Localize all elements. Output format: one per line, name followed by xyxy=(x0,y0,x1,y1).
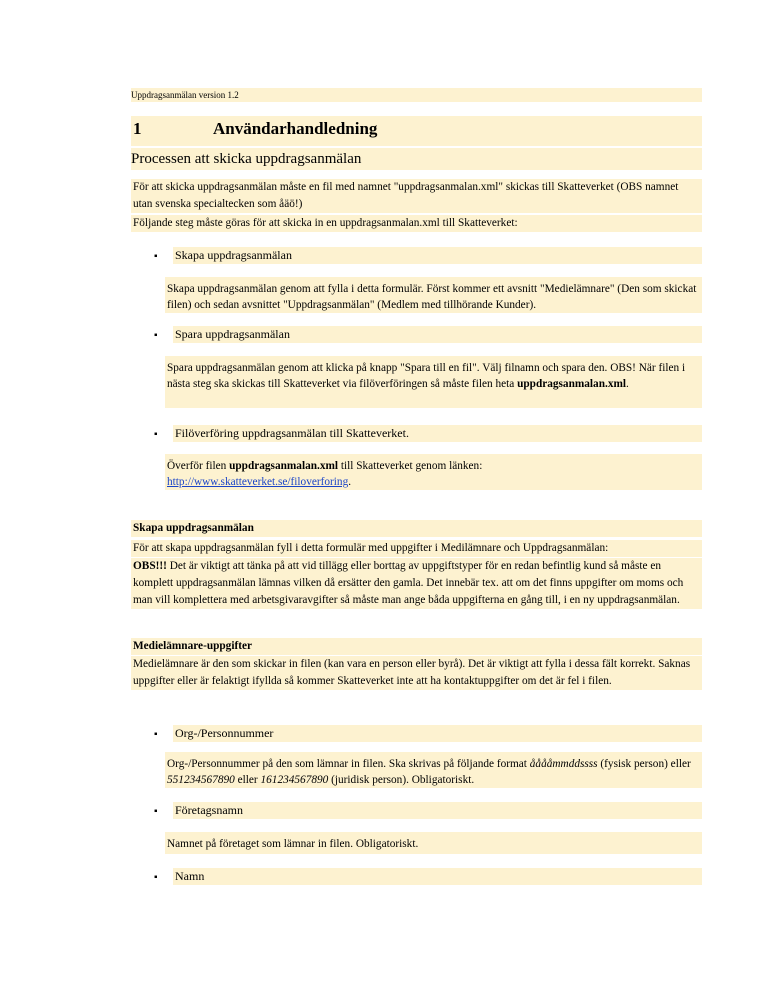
field-title: Företagsnamn xyxy=(173,802,702,819)
intro-steps-paragraph: Följande steg måste göras för att skicka in en uppdragsanmalan.xml till Skatteverket: xyxy=(131,215,702,232)
step-text-end: . xyxy=(348,476,352,488)
obs-paragraph xyxy=(131,558,702,609)
format-example: ååååmmddssss xyxy=(529,758,598,770)
bullet-icon: ▪ xyxy=(154,429,158,440)
medie-heading: Medielämnare-uppgifter xyxy=(131,638,702,655)
step-description xyxy=(165,454,702,490)
bullet-icon: ▪ xyxy=(154,729,158,740)
medie-paragraph: Medielämnare är den som skickar in filen (kan vara en person eller byrå). Det är viktigt att fylla i dessa fält korrekt. Saknas uppgifter eller är felaktigt ifyllda så kommer Skatteverket inte att ha kontaktuppgifter om det är fel i filen. xyxy=(131,656,702,690)
field-text: Org-/Personnummer på den som lämnar in filen. Ska skrivas på följande format xyxy=(167,758,530,770)
bullet-icon: ▪ xyxy=(154,806,158,817)
step-text: Överför filen xyxy=(167,460,230,472)
bullet-icon: ▪ xyxy=(154,872,158,883)
step-text-mid: till Skatteverket genom länken: xyxy=(338,460,483,472)
field-text: (fysisk person) eller xyxy=(597,758,691,770)
step-title: Skapa uppdragsanmälan xyxy=(173,247,702,264)
section-subtitle: Processen att skicka uppdragsanmälan xyxy=(131,148,702,170)
section-paragraph: För att skapa uppdragsanmälan fyll i detta formulär med uppgifter i Medilämnare och Uppdragsanmälan: xyxy=(131,540,702,557)
filoverforing-link[interactable]: http://www.skatteverket.se/filoverforing xyxy=(167,476,349,488)
obs-label: OBS!!! xyxy=(133,560,167,572)
version-header: Uppdragsanmälan version 1.2 xyxy=(131,88,702,102)
step-description: Skapa uppdragsanmälan genom att fylla i detta formulär. Först kommer ett avsnitt "Medielämnare" (Den som skickat filen) och sedan avsnittet "Uppdragsanmälan" (Medlem med tillhörande Kunder). xyxy=(165,277,702,313)
field-text: (juridisk person). Obligatoriskt. xyxy=(328,774,475,786)
bullet-icon: ▪ xyxy=(154,251,158,262)
field-title: Org-/Personnummer xyxy=(173,725,702,742)
filename-bold: uppdragsanmalan.xml xyxy=(517,378,627,390)
chapter-title: Användarhandledning xyxy=(213,119,378,138)
field-title: Namn xyxy=(173,868,702,885)
chapter-number: 1 xyxy=(133,119,142,138)
format-example: 161234567890 xyxy=(260,774,329,786)
format-example: 551234567890 xyxy=(167,774,235,786)
bullet-icon: ▪ xyxy=(154,330,158,341)
step-text-end: . xyxy=(626,378,629,390)
step-title: Spara uppdragsanmälan xyxy=(173,326,702,343)
field-description xyxy=(165,752,702,788)
obs-text: Det är viktigt att tänka på att vid tillägg eller borttag av uppgiftstyper för en redan befintlig kund så måste en komplett uppdragsanmälan lämnas vilken då ersätter den gamla. Det innebär tex. att om det finns uppgifter om moms och man vill komplettera med arbetsgivaravgifter så måste man ange båda uppgifterna en gång till, i en ny uppdragsanmälan. xyxy=(133,560,684,606)
step-description xyxy=(165,356,702,408)
field-text: eller xyxy=(234,774,261,786)
filename-bold: uppdragsanmalan.xml xyxy=(229,460,339,472)
step-title: Filöverföring uppdragsanmälan till Skatteverket. xyxy=(173,425,702,442)
step-text: Spara uppdragsanmälan genom att klicka på knapp "Spara till en fil". Välj filnamn och spara den. OBS! När filen i nästa steg ska skickas till Skatteverket via filöverföringen så måste filen heta xyxy=(167,362,686,390)
section-heading: Skapa uppdragsanmälan xyxy=(131,520,702,537)
page-title xyxy=(131,116,702,146)
intro-paragraph: För att skicka uppdragsanmälan måste en fil med namnet "uppdragsanmalan.xml" skickas till Skatteverket (OBS namnet utan svenska specialtecken som åäö!) xyxy=(131,179,702,213)
field-description: Namnet på företaget som lämnar in filen. Obligatoriskt. xyxy=(165,832,702,854)
